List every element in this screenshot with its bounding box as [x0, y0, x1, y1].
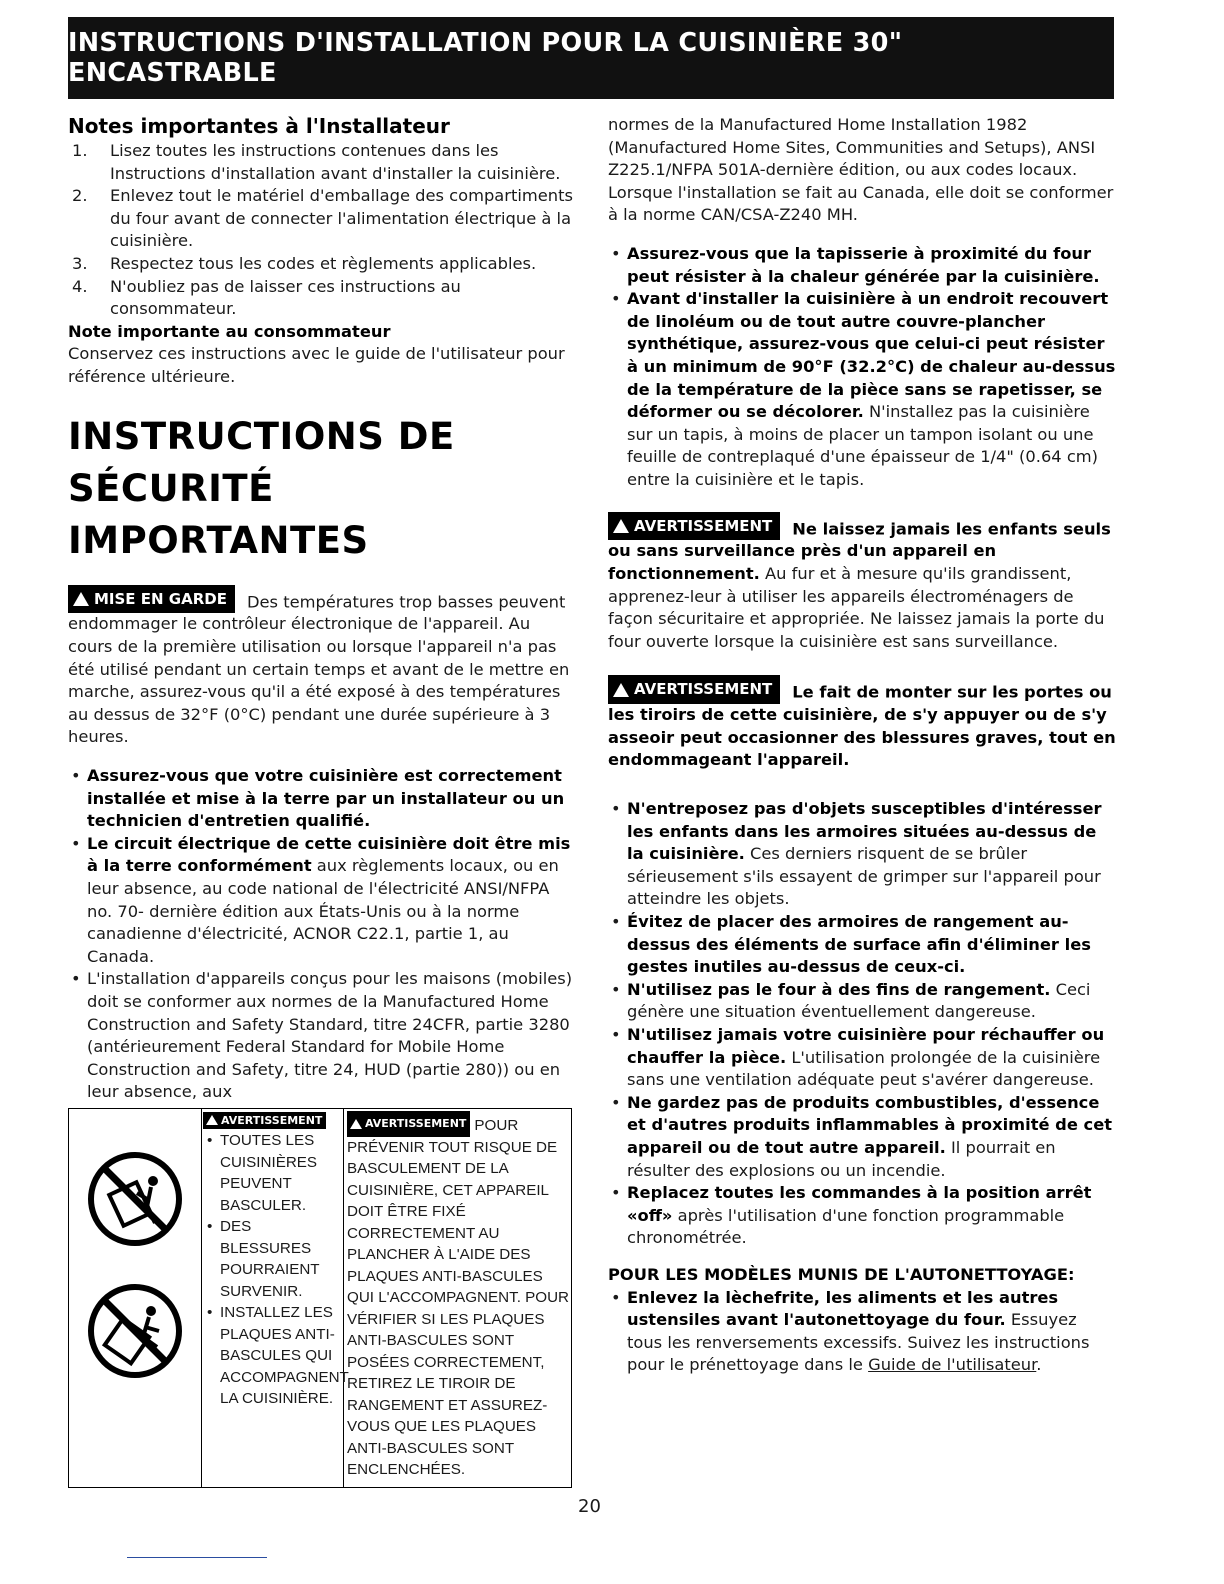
right-bullet-list-1	[608, 243, 1116, 492]
warning-triangle-icon	[613, 519, 629, 533]
list-item	[608, 1024, 1116, 1092]
bullet-bold: Évitez de placer des armoires de rangement au-dessus des éléments de surface afin d'éliminer les gestes inutiles au-dessus de ceux-ci.	[627, 912, 1091, 977]
caution-text: Des températures trop basses peuvent endommager le contrôleur électronique de l'appareil. Au cours de la première utilisation ou lorsque l'appareil n'a pas été utilisé pendant un certain temps et avant de le mettre en marche, assurez-vous qu'il a été exposé à des températures au dessus de 32°F (0°C) pendant une durée supérieure à 3 heures.	[68, 591, 570, 747]
warning-triangle-icon	[613, 683, 629, 697]
right-bullet-list-2	[608, 798, 1116, 1250]
list-item	[608, 288, 1116, 491]
self-clean-list	[608, 1287, 1116, 1377]
bullet-text: après l'utilisation d'une fonction programmable chronométrée.	[627, 1205, 1065, 1248]
warning-triangle-icon	[350, 1119, 362, 1129]
range-tipping-prohibited-icon	[85, 1281, 185, 1381]
bullet-text: N'installez pas la cuisinière sur un tapis, à moins de placer un tampon isolant ou une feuille de contreplaqué d'une épaisseur de 1/4" (0.64 cm) entre la cuisinière et le tapis.	[627, 402, 1099, 489]
range-tipping-prohibited-icon	[85, 1149, 185, 1249]
anti-tip-warning-box	[68, 1108, 572, 1488]
warning-children	[608, 512, 1116, 654]
consumer-note-title: Note importante au consommateur	[68, 321, 391, 341]
left-column	[68, 114, 578, 1104]
list-item	[68, 968, 578, 1104]
bullet-bold: Assurez-vous que votre cuisinière est correctement installée et mise à la terre par un installateur ou un technicien d'entretien qualifié.	[87, 765, 565, 831]
consumer-note-text: Conservez ces instructions avec le guide de l'utilisateur pour référence ultérieure.	[68, 344, 565, 386]
warning-badge	[203, 1112, 326, 1129]
list-item	[68, 833, 578, 969]
list-item	[608, 1092, 1116, 1182]
list-item	[68, 253, 578, 276]
safety-title-line-1: INSTRUCTIONS DE	[68, 414, 455, 458]
list-item	[608, 1182, 1116, 1250]
caution-badge	[68, 585, 235, 614]
warning-triangle-icon	[206, 1115, 218, 1125]
item-text: N'oubliez pas de laisser ces instructions au consommateur.	[110, 276, 461, 319]
warning-badge-label: AVERTISSEMENT	[365, 1117, 467, 1130]
footer-rule	[127, 1557, 267, 1558]
list-item	[608, 1287, 1116, 1377]
page-number: 20	[578, 1496, 601, 1517]
item-text: Respectez tous les codes et règlements applicables.	[110, 253, 537, 273]
list-item	[68, 140, 578, 185]
bullet-bold: Assurez-vous que la tapisserie à proximité du four peut résister à la chaleur générée par la cuisinière.	[627, 243, 1100, 286]
user-guide-link[interactable]: Guide de l'utilisateur	[868, 1355, 1037, 1375]
warning-badge-label: AVERTISSEMENT	[634, 516, 773, 535]
bullet-text-end: .	[1036, 1355, 1042, 1375]
list-item	[608, 798, 1116, 911]
self-clean-title: POUR LES MODÈLES MUNIS DE L'AUTONETTOYAGE:	[608, 1264, 1075, 1284]
warning-box-text: PRÉVENIR TOUT RISQUE DE BASCULEMENT DE LA CUISINIÈRE, CET APPAREIL DOIT ÊTRE FIXÉ CORRECTEMENT AU PLANCHER À L'AIDE DES PLAQUES ANTI-BASCULES QUI L'ACCOMPAGNENT. POUR VÉRIFIER SI LES PLAQUES ANTI-BASCULES SONT POSÉES CORRECTEMENT, RETIREZ LE TIROIR DE RANGEMENT ET ASSUREZ-VOUS QUE LES PLAQUES ANTI-BASCULES SONT ENCLENCHÉES.	[347, 1138, 570, 1478]
list-item	[608, 911, 1116, 979]
bullet-text: aux règlements locaux, ou en leur absence, au code national de l'électricité ANSI/NFPA no. 70- dernière édition aux États-Unis ou à la norme canadienne d'électricité, ACNOR C22.1, partie 1, au Canada.	[87, 856, 559, 966]
bullet-bold: Ne gardez pas de produits combustibles, d'essence et d'autres produits inflammables à proximité de cet appareil ou de tout autre appareil.	[627, 1092, 1113, 1157]
bullet-text: L'utilisation prolongée de la cuisinière sans une ventilation adéquate peut s'avérer dangereuse.	[627, 1047, 1101, 1090]
warning-badge	[608, 512, 780, 541]
warning-box-column-2	[203, 1109, 349, 1410]
list-item: • INSTALLEZ LES PLAQUES ANTI-BASCULES QUI ACCOMPAGNENT LA CUISINIÈRE.	[203, 1302, 343, 1410]
bullet-bold: Avant d'installer la cuisinière à un endroit recouvert de linoléum ou de tout autre couvre-plancher synthétique, assurez-vous que celui-ci peut résister à un minimum de 90°F (32.2°C) de chaleur au-dessus de la température de la pièce sans se rapetisser, se déformer ou se décolorer.	[627, 289, 1116, 422]
bullet-text: Ceci génère une situation éventuellement dangereuse.	[627, 979, 1091, 1022]
warning-box-column-3	[347, 1109, 571, 1481]
item-number: 2.	[72, 186, 88, 206]
warning-bold-text: Ne laissez jamais les enfants seuls ou sans surveillance près d'un appareil en fonctionnement.	[608, 518, 1111, 583]
right-column	[608, 114, 1116, 1377]
left-bullet-list	[68, 765, 578, 1104]
installer-notes-list	[68, 140, 578, 321]
safety-title-line-2: SÉCURITÉ IMPORTANTES	[68, 466, 369, 562]
caution-badge-label: MISE EN GARDE	[94, 589, 227, 608]
bullet-bold: N'entreposez pas d'objets susceptibles d'intéresser les enfants dans les armoires situées au-dessus de la cuisinière.	[627, 799, 1102, 864]
item-number: 1.	[72, 141, 88, 160]
list-item	[68, 276, 578, 321]
safety-title	[68, 411, 578, 567]
list-item: • DES BLESSURES POURRAIENT SURVENIR.	[203, 1216, 343, 1302]
bullet-text: Essuyez tous les renversements excessifs. Suivez les instructions pour le prénettoyage dans le	[627, 1310, 1090, 1375]
warning-climbing	[608, 675, 1116, 772]
list-item	[68, 185, 578, 253]
warning-badge	[608, 675, 780, 704]
item-text: Lisez toutes les instructions contenues dans les Instructions d'installation avant d'installer la cuisinière.	[110, 141, 561, 183]
bullet-text: Ces derniers risquent de se brûler sérieusement s'ils essayent de grimper sur l'appareil pour atteindre les objets.	[627, 844, 1101, 909]
list-item: • TOUTES LES CUISINIÈRES PEUVENT BASCULER.	[203, 1130, 343, 1216]
item-number: 3.	[72, 253, 88, 273]
standards-continuation: normes de la Manufactured Home Installation 1982 (Manufactured Home Sites, Communities and Setups), ANSI Z225.1/NFPA 501A-dernière édition, ou aux codes locaux. Lorsque l'installation se fait au Canada, elle doit se conformer à la norme CAN/CSA-Z240 MH.	[608, 115, 1114, 225]
bullet-bold: Replacez toutes les commandes à la position arrêt «off»	[627, 1183, 1092, 1225]
warning-badge-label: AVERTISSEMENT	[221, 1113, 323, 1127]
bullet-bold: Enlevez la lèchefrite, les aliments et les autres ustensiles avant l'autonettoyage du four.	[627, 1287, 1059, 1330]
warning-text: Au fur et à mesure qu'ils grandissent, apprenez-leur à utiliser les appareils électroménagers de façon sécuritaire et appropriée. Ne laissez jamais la porte du four ouverte lorsque la cuisinière est sans surveillance.	[608, 563, 1105, 651]
warning-badge	[347, 1111, 470, 1137]
caution-paragraph	[68, 585, 578, 749]
bullet-bold: N'utilisez jamais votre cuisinière pour réchauffer ou chauffer la pièce.	[627, 1024, 1105, 1067]
bullet-text: Il pourrait en résulter des explosions ou un incendie.	[627, 1137, 1056, 1180]
list-item	[608, 243, 1116, 288]
warning-badge-label: AVERTISSEMENT	[634, 680, 773, 699]
bullet-text: L'installation d'appareils conçus pour les maisons (mobiles) doit se conformer aux normes de la Manufactured Home Construction and Safety Standard, titre 24CFR, partie 3280 (antérieurement Federal Standard for Mobile Home Construction and Safety, titre 24, HUD (partie 280)) ou en leur absence, aux	[87, 969, 573, 1102]
installer-notes-title: Notes importantes à l'Installateur	[68, 114, 450, 138]
warning-box-list	[203, 1130, 349, 1410]
item-number: 4.	[72, 276, 88, 296]
page-banner: INSTRUCTIONS D'INSTALLATION POUR LA CUISINIÈRE 30" ENCASTRABLE	[68, 17, 1114, 99]
warning-triangle-icon	[73, 592, 89, 606]
list-item	[608, 979, 1116, 1024]
bullet-bold: Le circuit électrique de cette cuisinière doit être mis à la terre conformément	[87, 833, 571, 876]
warning-bold-text: Le fait de monter sur les portes ou les tiroirs de cette cuisinière, de s'y appuyer ou de s'y asseoir peut occasionner des blessures graves, tout en endommageant l'appareil.	[608, 682, 1116, 770]
item-text: Enlevez tout le matériel d'emballage des compartiments du four avant de connecter l'alimentation électrique à la cuisinière.	[110, 186, 573, 251]
list-item	[68, 765, 578, 833]
bullet-bold: N'utilisez pas le four à des fins de rangement.	[627, 979, 1051, 999]
warning-box-head: POUR	[474, 1116, 519, 1134]
